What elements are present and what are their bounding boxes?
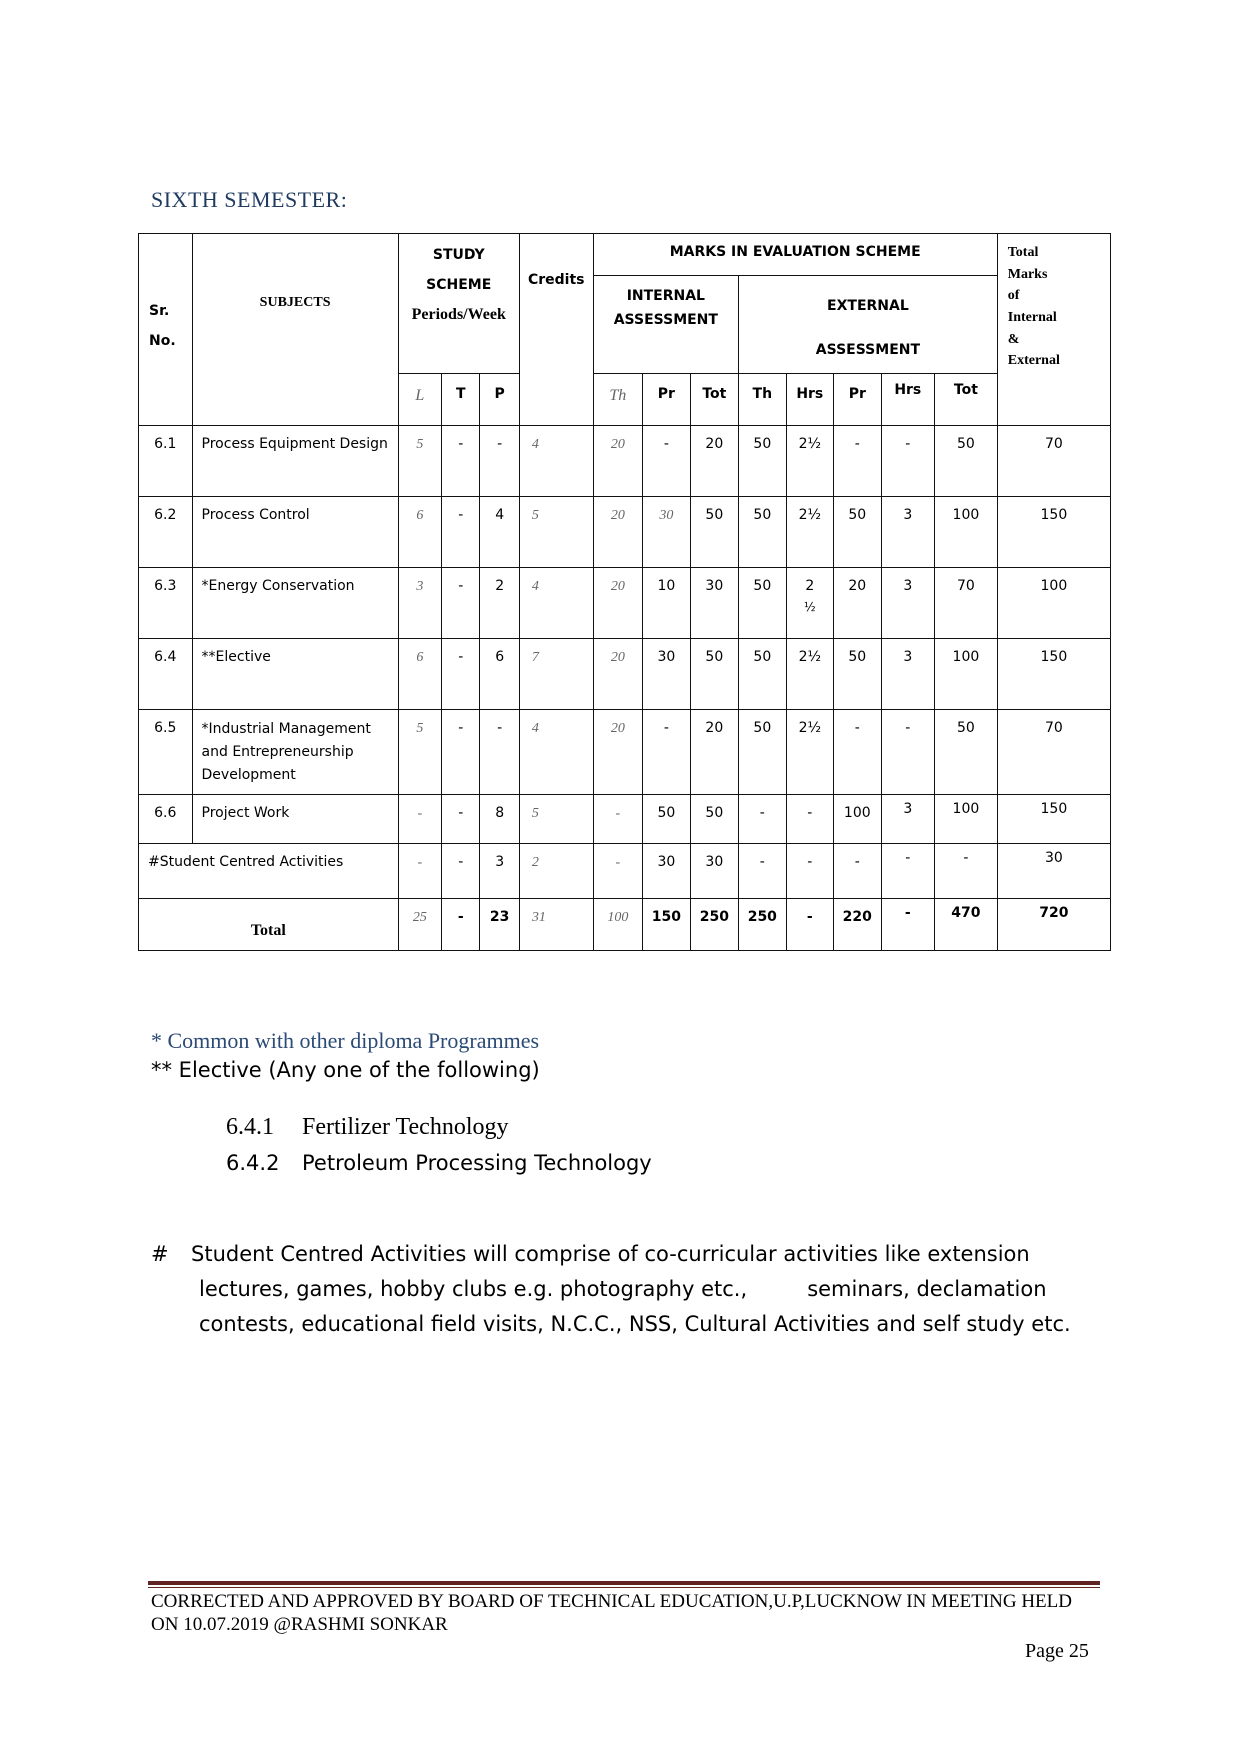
activities-row xyxy=(139,844,1111,899)
t-cell: - xyxy=(442,568,480,639)
internal-assessment-header xyxy=(593,276,738,374)
tot-header: Tot xyxy=(935,374,998,426)
l-cell: 3 xyxy=(398,568,441,639)
total-marks-line: of xyxy=(1007,288,1020,304)
grand-total: 720 xyxy=(997,899,1110,951)
assessment-line: ASSESSMENT xyxy=(815,342,921,358)
subject-line: Development xyxy=(201,767,296,784)
external-th-header: Th xyxy=(739,374,786,426)
internal-pr-header: Pr xyxy=(643,374,690,426)
hrs-whole: 2 xyxy=(805,578,815,594)
total-marks-cell: 150 xyxy=(997,639,1110,710)
tot-cell: 100 xyxy=(935,795,998,844)
p-total: 23 xyxy=(480,899,519,951)
internal-tot-cell: 30 xyxy=(690,844,738,899)
internal-th-cell: 20 xyxy=(593,568,643,639)
hrs-total: - xyxy=(881,899,935,951)
l-cell: 5 xyxy=(398,710,441,795)
evaluation-scheme-table xyxy=(138,233,1111,951)
sr-cell: 6.1 xyxy=(139,426,193,497)
credits-total: 31 xyxy=(519,899,593,951)
total-marks-cell: 150 xyxy=(997,795,1110,844)
subject-cell: *Energy Conservation xyxy=(192,568,398,639)
internal-tot-cell: 50 xyxy=(690,795,738,844)
credits-cell: 4 xyxy=(519,426,593,497)
t-cell: - xyxy=(442,497,480,568)
table-row xyxy=(139,710,1111,795)
internal-th-cell: 20 xyxy=(593,497,643,568)
external-pr-total: 220 xyxy=(834,899,881,951)
t-cell: - xyxy=(442,426,480,497)
tot-cell: 50 xyxy=(935,710,998,795)
note-line: contests, educational field visits, N.C.C., NSS, Cultural Activities and self study etc. xyxy=(199,1312,1071,1336)
external-th-cell: - xyxy=(739,795,786,844)
hrs-cell: 3 xyxy=(881,497,935,568)
sr-cell: 6.4 xyxy=(139,639,193,710)
footer-rule-thin xyxy=(148,1587,1100,1588)
footer-line: CORRECTED AND APPROVED BY BOARD OF TECHNICAL EDUCATION,U.P,LUCKNOW IN MEETING HELD xyxy=(151,1591,1072,1612)
total-marks-cell: 150 xyxy=(997,497,1110,568)
internal-tot-cell: 20 xyxy=(690,426,738,497)
external-th-cell: 50 xyxy=(739,426,786,497)
elective-name: Petroleum Processing Technology xyxy=(302,1151,652,1175)
internal-th-cell: 20 xyxy=(593,639,643,710)
t-cell: - xyxy=(442,639,480,710)
hrs-cell: 3 xyxy=(881,795,935,844)
table-row xyxy=(139,497,1111,568)
internal-tot-header: Tot xyxy=(690,374,738,426)
external-hrs-cell: - xyxy=(786,795,833,844)
p-cell: 2 xyxy=(480,568,519,639)
sr-header-line: Sr. xyxy=(149,303,170,319)
internal-th-cell: 20 xyxy=(593,710,643,795)
subject-cell: **Elective xyxy=(192,639,398,710)
total-marks-line: External xyxy=(1007,353,1060,369)
p-cell: 4 xyxy=(480,497,519,568)
t-cell: - xyxy=(442,710,480,795)
total-label: Total xyxy=(139,899,399,951)
common-note: * Common with other diploma Programmes xyxy=(151,1028,540,1053)
internal-tot-cell: 20 xyxy=(690,710,738,795)
l-header: L xyxy=(398,374,441,426)
l-cell: - xyxy=(398,795,441,844)
total-row xyxy=(139,899,1111,951)
internal-pr-total: 150 xyxy=(643,899,690,951)
internal-pr-cell: - xyxy=(643,426,690,497)
table-row xyxy=(139,639,1111,710)
internal-th-cell: 20 xyxy=(593,426,643,497)
credits-cell: 4 xyxy=(519,710,593,795)
internal-line: INTERNAL xyxy=(626,288,705,304)
total-marks-line: Marks xyxy=(1007,266,1048,282)
hash-mark: # xyxy=(151,1242,169,1266)
p-header: P xyxy=(480,374,519,426)
elective-item xyxy=(226,1114,508,1141)
l-cell: 6 xyxy=(398,639,441,710)
activities-label: #Student Centred Activities xyxy=(139,844,399,899)
subject-cell: Project Work xyxy=(192,795,398,844)
study-scheme-header xyxy=(398,234,519,374)
page-heading: SIXTH SEMESTER: xyxy=(151,187,348,212)
internal-pr-cell: 30 xyxy=(643,639,690,710)
activities-note-text xyxy=(191,1237,1071,1342)
total-marks-cell: 70 xyxy=(997,426,1110,497)
subject-cell: Process Control xyxy=(192,497,398,568)
table-row xyxy=(139,568,1111,639)
elective-note: ** Elective (Any one of the following) xyxy=(151,1058,540,1082)
credits-cell: 2 xyxy=(519,844,593,899)
hrs-cell: - xyxy=(881,844,935,899)
page-number: Page 25 xyxy=(1025,1640,1089,1662)
total-marks-cell: 30 xyxy=(997,844,1110,899)
footer-rule xyxy=(148,1581,1100,1585)
credits-cell: 7 xyxy=(519,639,593,710)
internal-tot-cell: 30 xyxy=(690,568,738,639)
tot-total: 470 xyxy=(935,899,998,951)
p-cell: 8 xyxy=(480,795,519,844)
t-total: - xyxy=(442,899,480,951)
external-th-total: 250 xyxy=(739,899,786,951)
total-marks-cell: 100 xyxy=(997,568,1110,639)
external-pr-cell: 20 xyxy=(834,568,881,639)
elective-number: 6.4.2 xyxy=(226,1151,280,1175)
external-pr-cell: - xyxy=(834,426,881,497)
credits-header: Credits xyxy=(519,234,593,426)
internal-tot-cell: 50 xyxy=(690,639,738,710)
header-row xyxy=(139,234,1111,276)
l-cell: 6 xyxy=(398,497,441,568)
hrs-header: Hrs xyxy=(881,374,935,426)
internal-th-header: Th xyxy=(593,374,643,426)
sr-cell: 6.6 xyxy=(139,795,193,844)
hrs-fraction: ½ xyxy=(803,599,816,614)
p-cell: 6 xyxy=(480,639,519,710)
external-hrs-cell: 2½ xyxy=(786,497,833,568)
hrs-cell: 3 xyxy=(881,568,935,639)
external-hrs-cell: - xyxy=(786,844,833,899)
study-line: STUDY xyxy=(432,247,485,263)
hrs-cell: - xyxy=(881,426,935,497)
internal-tot-total: 250 xyxy=(690,899,738,951)
l-total: 25 xyxy=(398,899,441,951)
tot-cell: 50 xyxy=(935,426,998,497)
external-pr-cell: 50 xyxy=(834,497,881,568)
subject-line: *Industrial Management xyxy=(201,721,371,737)
external-hrs-total: - xyxy=(786,899,833,951)
credits-cell: 5 xyxy=(519,795,593,844)
external-line: EXTERNAL xyxy=(827,298,909,314)
p-cell: 3 xyxy=(480,844,519,899)
external-hrs-cell: 2½ xyxy=(786,426,833,497)
internal-pr-cell: 50 xyxy=(643,795,690,844)
t-cell: - xyxy=(442,844,480,899)
external-assessment-header xyxy=(739,276,998,374)
tot-cell: 100 xyxy=(935,497,998,568)
external-hrs-cell: 2½ xyxy=(786,710,833,795)
internal-th-cell: - xyxy=(593,795,643,844)
elective-name: Fertilizer Technology xyxy=(302,1114,509,1140)
external-pr-cell: - xyxy=(834,710,881,795)
external-th-cell: 50 xyxy=(739,710,786,795)
external-th-cell: 50 xyxy=(739,497,786,568)
internal-pr-cell: 30 xyxy=(643,844,690,899)
periods-week-line: Periods/Week xyxy=(411,306,506,323)
p-cell: - xyxy=(480,426,519,497)
subject-cell xyxy=(192,710,398,795)
internal-pr-cell: 10 xyxy=(643,568,690,639)
tot-cell: - xyxy=(935,844,998,899)
internal-pr-cell: - xyxy=(643,710,690,795)
l-cell: - xyxy=(398,844,441,899)
footer-line: ON 10.07.2019 @RASHMI SONKAR xyxy=(151,1614,448,1635)
tot-cell: 100 xyxy=(935,639,998,710)
credits-cell: 4 xyxy=(519,568,593,639)
external-pr-cell: 50 xyxy=(834,639,881,710)
external-pr-cell: 100 xyxy=(834,795,881,844)
scheme-line: SCHEME xyxy=(426,277,492,293)
external-hrs-cell: 2½ xyxy=(786,639,833,710)
table-row xyxy=(139,795,1111,844)
subject-line: and Entrepreneurship xyxy=(201,744,354,761)
internal-th-total: 100 xyxy=(593,899,643,951)
total-marks-cell: 70 xyxy=(997,710,1110,795)
external-hrs-cell xyxy=(786,568,833,639)
external-th-cell: - xyxy=(739,844,786,899)
p-cell: - xyxy=(480,710,519,795)
hrs-cell: - xyxy=(881,710,935,795)
tot-cell: 70 xyxy=(935,568,998,639)
marks-evaluation-header: MARKS IN EVALUATION SCHEME xyxy=(593,234,997,276)
total-marks-line: Internal xyxy=(1007,310,1057,326)
table-row xyxy=(139,426,1111,497)
sr-cell: 6.2 xyxy=(139,497,193,568)
elective-item xyxy=(226,1151,652,1175)
no-header-line: No. xyxy=(149,333,176,349)
elective-number: 6.4.1 xyxy=(226,1114,274,1140)
hrs-cell: 3 xyxy=(881,639,935,710)
external-hrs-header: Hrs xyxy=(786,374,833,426)
activities-note xyxy=(151,1237,1071,1342)
sr-cell: 6.3 xyxy=(139,568,193,639)
subjects-header: SUBJECTS xyxy=(192,234,398,426)
t-header: T xyxy=(442,374,480,426)
internal-pr-cell: 30 xyxy=(643,497,690,568)
total-marks-line: Total xyxy=(1007,245,1039,260)
footer-text xyxy=(151,1590,1101,1636)
credits-cell: 5 xyxy=(519,497,593,568)
total-marks-header xyxy=(997,234,1110,426)
sr-cell: 6.5 xyxy=(139,710,193,795)
note-line: Student Centred Activities will comprise of co-curricular activities like extension xyxy=(191,1242,1030,1266)
external-pr-header: Pr xyxy=(834,374,881,426)
l-cell: 5 xyxy=(398,426,441,497)
external-th-cell: 50 xyxy=(739,639,786,710)
sr-no-header xyxy=(139,234,193,426)
internal-tot-cell: 50 xyxy=(690,497,738,568)
internal-th-cell: - xyxy=(593,844,643,899)
t-cell: - xyxy=(442,795,480,844)
external-pr-cell: - xyxy=(834,844,881,899)
assessment-line: ASSESSMENT xyxy=(613,312,718,328)
subject-cell: Process Equipment Design xyxy=(192,426,398,497)
total-marks-line: & xyxy=(1007,331,1020,347)
external-th-cell: 50 xyxy=(739,568,786,639)
note-line: lectures, games, hobby clubs e.g. photography etc., seminars, declamation xyxy=(199,1277,1047,1301)
